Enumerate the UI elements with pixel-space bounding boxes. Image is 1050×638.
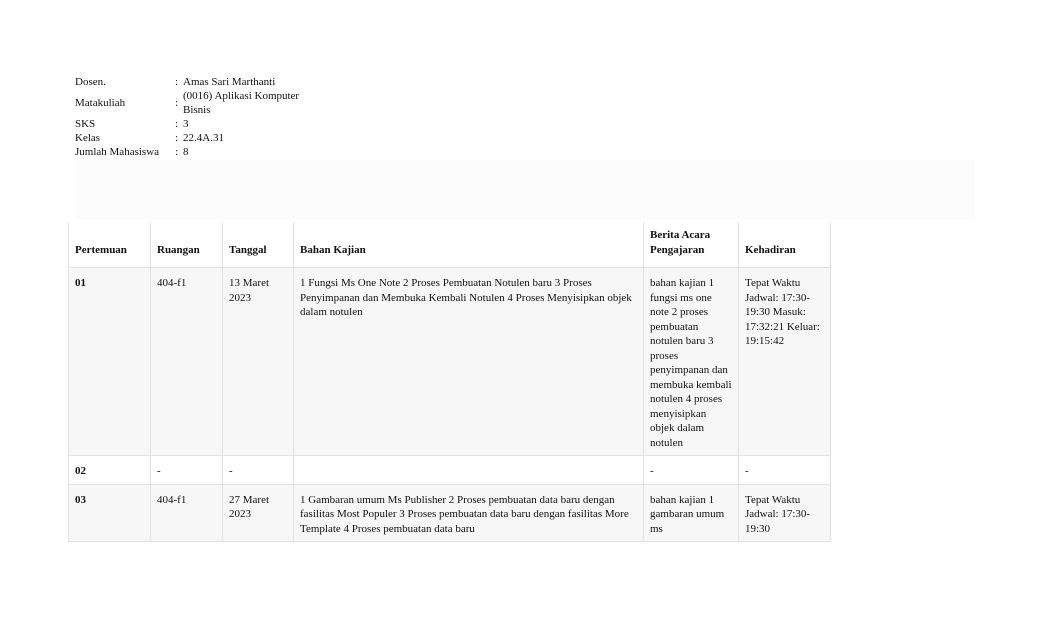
info-row-sks — [75, 117, 323, 131]
cell-bahan-kajian: 1 Fungsi Ms One Note 2 Proses Pembuatan Notulen baru 3 Proses Penyimpanan dan Membuka Kembali Notulen 4 Proses Menyisipkan objek dalam notulen — [294, 268, 644, 456]
cell-berita-acara: bahan kajian 1 gambaran umum ms — [644, 484, 739, 542]
cell-tanggal: 27 Maret 2023 — [223, 484, 294, 542]
colon: : — [175, 146, 179, 158]
cell-pertemuan: 02 — [69, 456, 151, 485]
kelas-value: 22.4A.31 — [183, 132, 224, 144]
cell-ruangan: - — [151, 456, 223, 485]
header-bahan-kajian: Bahan Kajian — [294, 222, 644, 268]
cell-bahan-kajian — [294, 456, 644, 485]
cell-ruangan: 404-f1 — [151, 268, 223, 456]
matakuliah-label: Matakuliah — [75, 97, 126, 109]
sks-label: SKS — [75, 118, 96, 130]
dosen-label: Dosen. — [75, 76, 106, 88]
cell-kehadiran: Tepat Waktu Jadwal: 17:30-19:30 — [739, 484, 831, 542]
header-tanggal: Tanggal — [223, 222, 294, 268]
table-row — [69, 456, 831, 485]
cell-kehadiran: - — [739, 456, 831, 485]
info-row-jumlah — [75, 145, 323, 159]
spacer-band — [75, 160, 975, 220]
schedule-table — [68, 222, 831, 542]
dosen-value: Amas Sari Marthanti — [183, 76, 276, 88]
header-berita-acara: Berita Acara Pengajaran — [644, 222, 739, 268]
info-row-dosen — [75, 75, 323, 89]
table-row — [69, 484, 831, 542]
header-pertemuan: Pertemuan — [69, 222, 151, 268]
header-kehadiran: Kehadiran — [739, 222, 831, 268]
cell-pertemuan: 01 — [69, 268, 151, 456]
course-info — [75, 75, 323, 159]
cell-ruangan: 404-f1 — [151, 484, 223, 542]
cell-berita-acara: bahan kajian 1 fungsi ms one note 2 proses pembuatan notulen baru 3 proses penyimpanan dan membuka kembali notulen 4 proses menyisipkan objek dalam notulen — [644, 268, 739, 456]
cell-bahan-kajian: 1 Gambaran umum Ms Publisher 2 Proses pembuatan data baru dengan fasilitas Most Populer 3 Proses pembuatan data baru dengan fasilitas More Template 4 Proses pembuatan data baru — [294, 484, 644, 542]
kelas-label: Kelas — [75, 132, 101, 144]
colon: : — [175, 118, 179, 130]
cell-berita-acara: - — [644, 456, 739, 485]
info-row-matakuliah — [75, 89, 323, 117]
matakuliah-value: (0016) Aplikasi Komputer Bisnis — [183, 90, 300, 116]
cell-pertemuan: 03 — [69, 484, 151, 542]
cell-kehadiran: Tepat Waktu Jadwal: 17:30-19:30 Masuk: 17:32:21 Keluar: 19:15:42 — [739, 268, 831, 456]
table-row — [69, 268, 831, 456]
cell-tanggal: - — [223, 456, 294, 485]
jumlah-label: Jumlah Mahasiswa — [75, 146, 160, 158]
table-header-row — [69, 222, 831, 268]
cell-tanggal: 13 Maret 2023 — [223, 268, 294, 456]
info-row-kelas — [75, 131, 323, 145]
header-ruangan: Ruangan — [151, 222, 223, 268]
jumlah-value: 8 — [183, 146, 189, 158]
colon: : — [175, 132, 179, 144]
colon: : — [175, 97, 179, 109]
colon: : — [175, 76, 179, 88]
sks-value: 3 — [183, 118, 189, 130]
